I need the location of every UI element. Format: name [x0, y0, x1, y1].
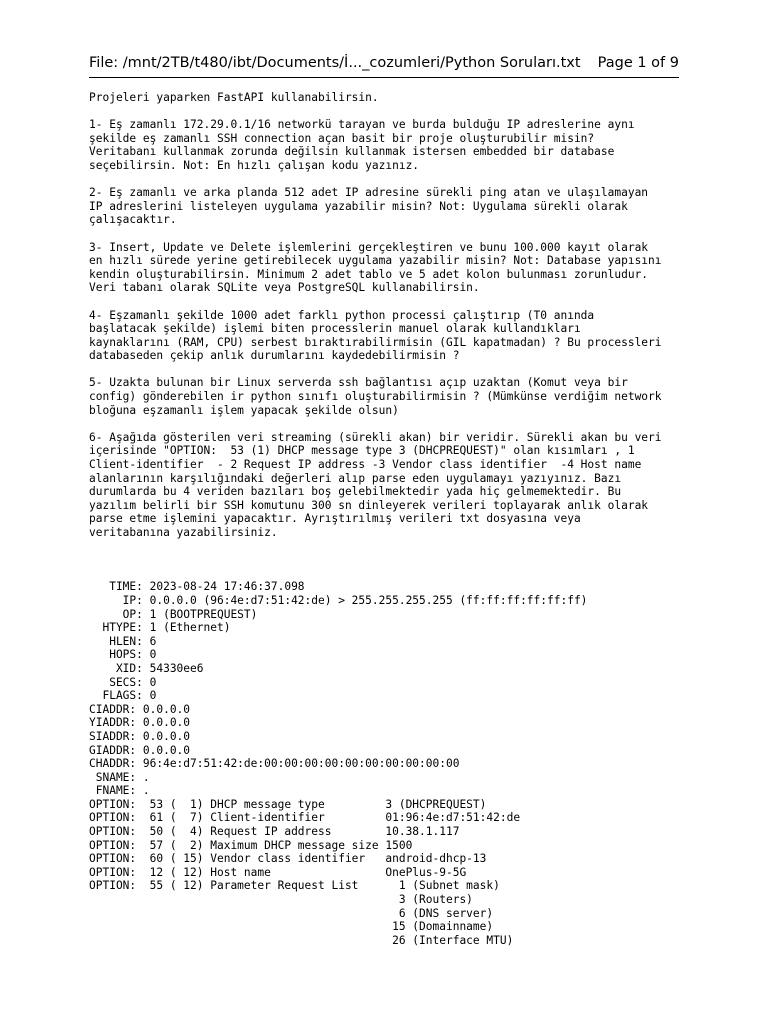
text-line	[89, 553, 689, 567]
text-line: kendin oluşturabilirsin. Minimum 2 adet tablo ve 5 adet kolon bulunması zorunludur.	[89, 267, 649, 281]
text-line: 26 (Interface MTU)	[89, 933, 514, 947]
text-line: 5- Uzakta bulunan bir Linux serverda ssh bağlantısı açıp uzaktan (Komut veya bir	[89, 376, 628, 390]
text-line: HLEN: 6	[89, 634, 157, 648]
text-line: OPTION: 61 ( 7) Client-identifier 01:96:4e:d7:51:42:de	[89, 811, 521, 825]
text-line: OP: 1 (BOOTPREQUEST)	[89, 607, 258, 621]
text-line: 3- Insert, Update ve Delete işlemlerini gerçekleştiren ve bunu 100.000 kayıt olarak	[89, 240, 649, 254]
text-line	[89, 105, 689, 119]
text-line: 15 (Domainname)	[89, 920, 494, 934]
text-line: durumlarda bu 4 veriden bazıları boş gelebilmektedir yada hiç gelmemektedir. Bu	[89, 485, 622, 499]
text-line: 6 (DNS server)	[89, 906, 494, 920]
text-line: YIADDR: 0.0.0.0	[89, 716, 191, 730]
text-line: OPTION: 50 ( 4) Request IP address 10.38.1.117	[89, 825, 460, 839]
text-line: içerisinde "OPTION: 53 (1) DHCP message type 3 (DHCPREQUEST)" olan kısımları , 1	[89, 444, 635, 458]
text-line: alanlarının karşılığındaki değerleri alıp parse eden uygulamayı yazıyınız. Bazı	[89, 471, 622, 485]
text-line: SNAME: .	[89, 770, 150, 784]
text-line: OPTION: 53 ( 1) DHCP message type 3 (DHCPREQUEST)	[89, 797, 487, 811]
text-line	[89, 295, 689, 309]
text-line: HTYPE: 1 (Ethernet)	[89, 621, 231, 635]
text-line: CIADDR: 0.0.0.0	[89, 702, 191, 716]
text-line: veritabanına yazabilirsiniz.	[89, 526, 278, 539]
text-line: yazılım belirli bir SSH komutunu 300 sn dinleyerek verileri toplayarak anlık olarak	[89, 498, 649, 512]
text-line: Projeleri yaparken FastAPI kullanabilirsin.	[89, 91, 379, 104]
text-line: OPTION: 60 ( 15) Vendor class identifier android-dhcp-13	[89, 852, 487, 866]
text-line: parse etme işlemini yapacaktır. Ayrıştırılmış verileri txt dosyasına veya	[89, 512, 581, 526]
text-line: 6- Aşağıda gösterilen veri streaming (sürekli akan) bir veridir. Sürekli akan bu veri	[89, 430, 662, 444]
text-line: FLAGS: 0	[89, 689, 157, 703]
text-line	[89, 173, 689, 187]
text-line	[89, 227, 689, 241]
text-line: bloğuna eşzamanlı işlem yapacak şekilde olsun)	[89, 403, 399, 417]
text-line: 1- Eş zamanlı 172.29.0.1/16 networkü tarayan ve burda bulduğu IP adreslerine aynı	[89, 118, 635, 132]
text-line	[89, 417, 689, 431]
text-line: IP adreslerini listeleyen uygulama yazabilir misin? Not: Uygulama sürekli olarak	[89, 199, 628, 213]
text-line: kaynaklarını (RAM, CPU) serbest bıraktırabilirmisin (GIL kapatmadan) ? Bu processleri	[89, 335, 662, 349]
text-line: SIADDR: 0.0.0.0	[89, 729, 191, 743]
page-header	[89, 53, 679, 78]
text-line: XID: 54330ee6	[89, 661, 204, 675]
text-line: HOPS: 0	[89, 648, 157, 662]
text-line	[89, 540, 689, 554]
text-line: Veritabanı kullanmak zorunda değilsin kullanmak istersen embedded bir database	[89, 145, 615, 159]
text-line: databaseden çekip anlık durumlarını kaydedebilirmisin ?	[89, 349, 460, 363]
text-line: config) gönderebilen ir python sınıfı oluşturabilirmisin ? (Mümkünse verdiğim network	[89, 390, 662, 404]
text-line: SECS: 0	[89, 675, 157, 689]
text-line: şekilde eş zamanlı SSH connection açan basit bir proje oluşturubilir misin?	[89, 131, 595, 145]
text-line	[89, 567, 689, 581]
document-body	[89, 91, 689, 947]
text-line: OPTION: 12 ( 12) Host name OnePlus-9-5G	[89, 865, 467, 879]
text-line: OPTION: 57 ( 2) Maximum DHCP message size 1500	[89, 838, 413, 852]
text-line: IP: 0.0.0.0 (96:4e:d7:51:42:de) > 255.255.255.255 (ff:ff:ff:ff:ff:ff)	[89, 593, 588, 607]
text-line: OPTION: 55 ( 12) Parameter Request List 1 (Subnet mask)	[89, 879, 500, 893]
text-line: 3 (Routers)	[89, 893, 473, 907]
text-line: CHADDR: 96:4e:d7:51:42:de:00:00:00:00:00:00:00:00:00:00	[89, 757, 460, 771]
text-line: GIADDR: 0.0.0.0	[89, 743, 191, 757]
page-number-label: Page 1 of 9	[597, 55, 679, 71]
text-line: 2- Eş zamanlı ve arka planda 512 adet IP adresine sürekli ping atan ve ulaşılamayan	[89, 186, 649, 200]
text-line: Veri tabanı olarak SQLite veya PostgreSQL kullanabilirsin.	[89, 281, 480, 295]
text-line	[89, 363, 689, 377]
file-path-label: File: /mnt/2TB/t480/ibt/Documents/İ..._cozumleri/Python Soruları.txt	[89, 55, 581, 71]
text-line: FNAME: .	[89, 784, 150, 798]
text-line: seçebilirsin. Not: En hızlı çalışan kodu yazınız.	[89, 158, 420, 172]
text-line: başlatacak şekilde) işlemi biten processlerin manuel olarak kullandıkları	[89, 322, 581, 336]
text-line: TIME: 2023-08-24 17:46:37.098	[89, 580, 305, 594]
text-line: Client-identifier - 2 Request IP address -3 Vendor class identifier -4 Host name	[89, 458, 642, 472]
text-line: 4- Eşzamanlı şekilde 1000 adet farklı python processi çalıştırıp (T0 anında	[89, 308, 595, 322]
text-line: çalışacaktır.	[89, 213, 177, 227]
text-line: en hızlı sürede yerine getirebilecek uygulama yazabilir misin? Not: Database yapısını	[89, 254, 662, 268]
